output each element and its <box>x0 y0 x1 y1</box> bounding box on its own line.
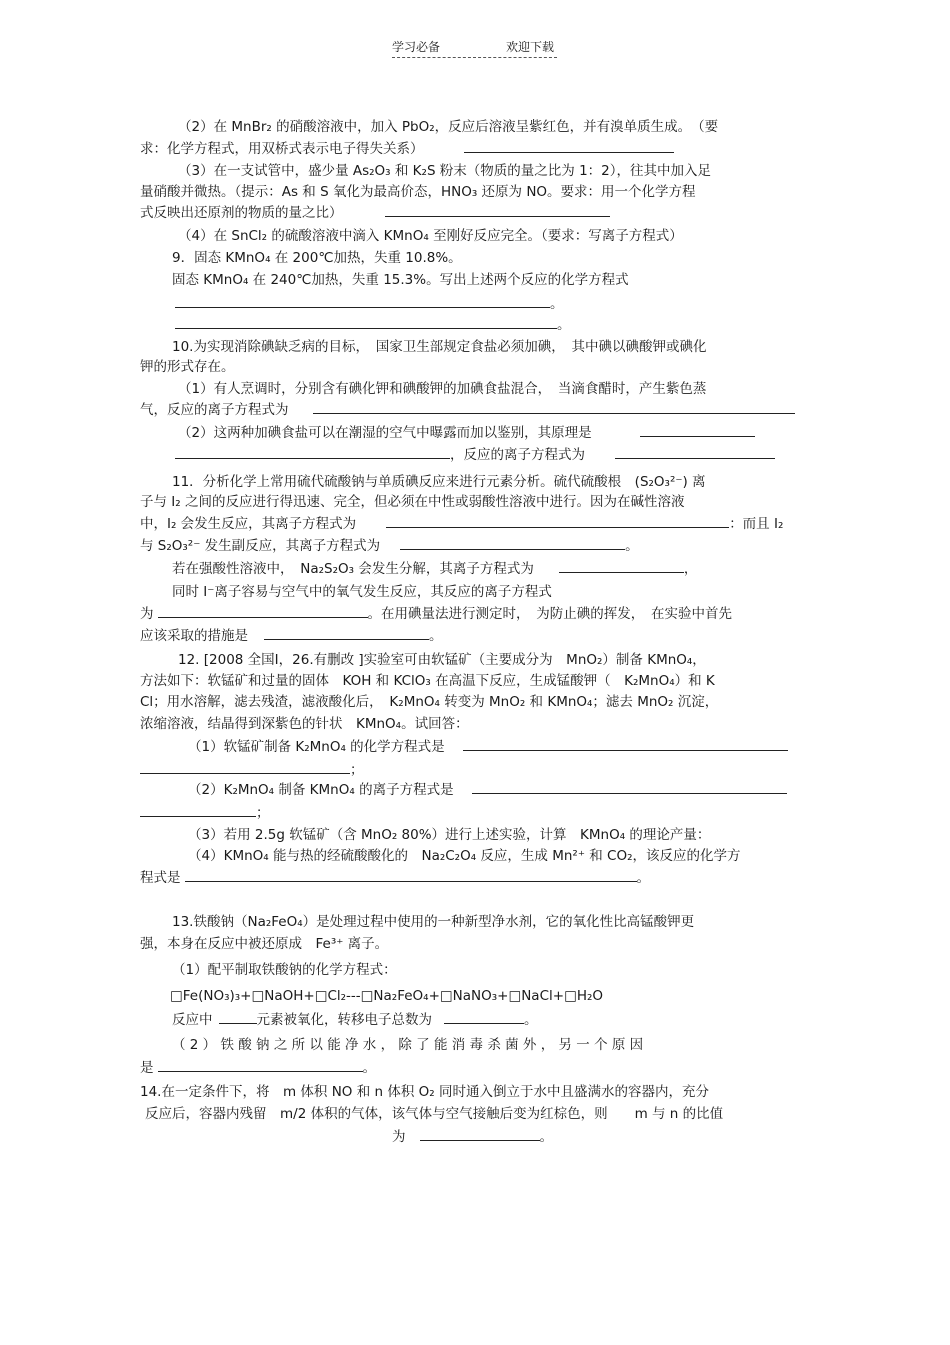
answer-blank[interactable] <box>219 1010 257 1024</box>
q11-line8 <box>140 626 443 646</box>
q10-line1: 10.为实现消除碘缺乏病的目标， 国家卫生部规定食盐必须加碘， 其中碘以碘酸钾或碘化 <box>172 339 707 355</box>
q12-1-line2 <box>140 760 364 780</box>
period: 。 <box>539 1129 553 1145</box>
q10-2-line2 <box>175 445 775 465</box>
q12-3-line: （3）若用 2.5g 软锰矿（含 MnO₂ 80%）进行上述实验，计算 KMnO₄ 的理论产量： <box>188 827 711 843</box>
q10-2-line1 <box>178 423 755 443</box>
q10-1-line2 <box>140 400 795 420</box>
q8-2-line1: （2）在 MnBr₂ 的硝酸溶液中，加入 PbO₂，反应后溶液呈紫红色，并有溴单质生成。 （要 <box>178 119 719 135</box>
q8-3-line1: （3）在一支试管中，盛少量 As₂O₃ 和 K₂S 粉末（物质的量之比为 1：2），往其中加入足 <box>178 163 712 179</box>
q10-2-text2: ，反应的离子方程式为 <box>450 447 585 463</box>
answer-blank[interactable] <box>158 604 368 618</box>
q12-4-line1: （4）KMnO₄ 能与热的经硫酸酸化的 Na₂C₂O₄ 反应，生成 Mn²⁺ 和 CO₂，该反应的化学方 <box>188 848 741 864</box>
header-left: 学习必备 <box>392 40 441 54</box>
header-rule <box>392 57 557 58</box>
semicolon: ； <box>350 762 364 778</box>
q11-line1: 11．分析化学上常用硫代硫酸钠与单质碘反应来进行元素分析。硫代硫酸根 (S₂O₃²⁻) 离 <box>172 474 706 490</box>
q11-line2: 子与 I₂ 之间的反应进行得迅速、完全，但必须在中性或弱酸性溶液中进行。因为在碱性溶液 <box>140 494 685 510</box>
answer-blank[interactable] <box>313 400 795 414</box>
q8-2-text: 求：化学方程式，用双桥式表示电子得失关系） <box>140 141 424 157</box>
period: 。 <box>550 296 564 312</box>
answer-blank[interactable] <box>264 626 429 640</box>
answer-blank[interactable] <box>420 1127 540 1141</box>
answer-blank[interactable] <box>615 445 775 459</box>
q11-text7b: 。在用碘量法进行测定时， 为防止碘的挥发， 在实验中首先 <box>367 606 732 622</box>
q8-2-line2 <box>140 139 674 159</box>
q8-3-text: 式反映出还原剂的物质的量之比） <box>140 205 343 221</box>
answer-blank[interactable] <box>463 737 788 751</box>
q11-text8: 应该采取的措施是 <box>140 628 248 644</box>
comma: ， <box>683 561 698 577</box>
header-right: 欢迎下载 <box>506 40 555 54</box>
answer-blank[interactable] <box>400 536 625 550</box>
q14-line1: 14.在一定条件下，将 m 体积 NO 和 n 体积 O₂ 同时通入倒立于水中且盛满水的容器内，充分 <box>140 1084 709 1100</box>
q13-blanks-line <box>172 1010 538 1030</box>
q9-line2: 固态 KMnO₄ 在 240℃加热，失重 15.3%。写出上述两个反应的化学方程式 <box>172 272 629 288</box>
q10-1-line1: （1）有人烹调时，分别含有碘化钾和碘酸钾的加碘食盐混合， 当滴食醋时，产生紫色蒸 <box>178 381 707 397</box>
q12-1-line1 <box>188 737 788 757</box>
period: 。 <box>362 1060 376 1076</box>
q10-2-text: （2）这两种加碘食盐可以在潮湿的空气中曝露而加以鉴别，其原理是 <box>178 425 592 441</box>
q8-3-line3 <box>140 203 610 223</box>
q11-text7: 为 <box>140 606 154 622</box>
q13-equation: □Fe(NO₃)₃+□NaOH+□Cl₂---□Na₂FeO₄+□NaNO₃+□NaCl+□H₂O <box>170 988 604 1004</box>
period: 。 <box>557 317 571 333</box>
q11-line3 <box>140 514 783 534</box>
answer-blank[interactable] <box>444 1010 524 1024</box>
answer-blank[interactable] <box>175 294 550 308</box>
q12-4-line2 <box>140 868 650 888</box>
q12-2-line2 <box>140 803 270 823</box>
answer-blank[interactable] <box>158 1058 363 1072</box>
q13-2-line1: （ 2 ） 铁 酸 钠 之 所 以 能 净 水 ， 除 了 能 消 毒 杀 菌 外 ， 另 一 个 原 因 <box>172 1037 644 1053</box>
q9-answer1 <box>175 294 564 314</box>
q11-line5 <box>172 559 697 579</box>
q13-1-line: （1）配平制取铁酸钠的化学方程式： <box>172 962 397 978</box>
period: 。 <box>524 1012 538 1028</box>
q12-line3: Cl；用水溶解，滤去残渣，滤液酸化后， K₂MnO₄ 转变为 MnO₂ 和 KMnO₄；滤去 MnO₂ 沉淀， <box>140 694 719 710</box>
q10-1-text: 气，反应的离子方程式为 <box>140 402 289 418</box>
q14-line3 <box>392 1127 553 1147</box>
q12-line4: 浓缩溶液，结晶得到深紫色的针状 KMnO₄。试回答： <box>140 716 469 732</box>
q11-text3: 中，I₂ 会发生反应，其离子方程式为 <box>140 516 357 532</box>
q12-1-text: （1）软锰矿制备 K₂MnO₄ 的化学方程式是 <box>188 739 445 755</box>
answer-blank[interactable] <box>640 423 755 437</box>
q13-line2: 强，本身在反应中被还原成 Fe³⁺ 离子。 <box>140 936 389 952</box>
q11-text4: 与 S₂O₃²⁻ 发生副反应，其离子方程式为 <box>140 538 381 554</box>
answer-blank[interactable] <box>140 803 256 817</box>
q11-line6: 同时 I⁻离子容易与空气中的氧气发生反应，其反应的离子方程式 <box>172 584 552 600</box>
answer-blank[interactable] <box>140 760 350 774</box>
q14-line2: 反应后，容器内残留 m/2 体积的气体，该气体与空气接触后变为红棕色，则 m 与 n 的比值 <box>145 1106 724 1122</box>
q8-4-line: （4）在 SnCl₂ 的硫酸溶液中滴入 KMnO₄ 至刚好反应完全。（要求：写离子方程式） <box>178 228 683 244</box>
q8-3-line2: 量硝酸并微热。（提示：As 和 S 氧化为最高价态，HNO₃ 还原为 NO。要求：用一个化学方程 <box>140 184 696 200</box>
answer-blank[interactable] <box>559 559 684 573</box>
q13-line1: 13.铁酸钠（Na₂FeO₄）是处理过程中使用的一种新型净水剂，它的氧化性比高锰酸钾更 <box>172 914 695 930</box>
q13-text-b: 元素被氧化，转移电子总数为 <box>256 1012 432 1028</box>
answer-blank[interactable] <box>386 514 729 528</box>
answer-blank[interactable] <box>472 780 787 794</box>
q11-line7 <box>140 604 732 624</box>
answer-blank[interactable] <box>464 139 674 153</box>
answer-blank[interactable] <box>175 445 450 459</box>
period: 。 <box>429 628 443 644</box>
q11-text5: 若在强酸性溶液中， Na₂S₂O₃ 会发生分解，其离子方程式为 <box>172 561 534 577</box>
q12-2-line1 <box>188 780 787 800</box>
period: 。 <box>636 870 650 886</box>
answer-blank[interactable] <box>175 315 557 329</box>
answer-blank[interactable] <box>385 203 610 217</box>
semicolon: ； <box>256 805 270 821</box>
q13-text-a: 反应中 <box>172 1012 213 1028</box>
q10-line2: 钾的形式存在。 <box>140 359 235 375</box>
answer-blank[interactable] <box>185 868 637 882</box>
q12-line2: 方法如下：软锰矿和过量的固体 KOH 和 KClO₃ 在高温下反应，生成锰酸钾（ K₂MnO₄）和 K <box>140 673 715 689</box>
q9-line1: 9．固态 KMnO₄ 在 200℃加热，失重 10.8%。 <box>172 250 462 266</box>
period: 。 <box>625 538 639 554</box>
q14-text3: 为 <box>392 1129 406 1145</box>
q12-4-text: 程式是 <box>140 870 181 886</box>
q13-2-line2 <box>140 1058 376 1078</box>
q12-2-text: （2）K₂MnO₄ 制备 KMnO₄ 的离子方程式是 <box>188 782 454 798</box>
q13-2-text: 是 <box>140 1060 154 1076</box>
q11-line4 <box>140 536 639 556</box>
q9-answer2 <box>175 315 571 335</box>
q11-text3b: ：而且 I₂ <box>729 516 784 532</box>
q12-line1: 12. [2008 全国Ⅰ，26.有删改 ]实验室可由软锰矿（主要成分为 MnO₂）制备 KMnO₄， <box>178 652 706 668</box>
